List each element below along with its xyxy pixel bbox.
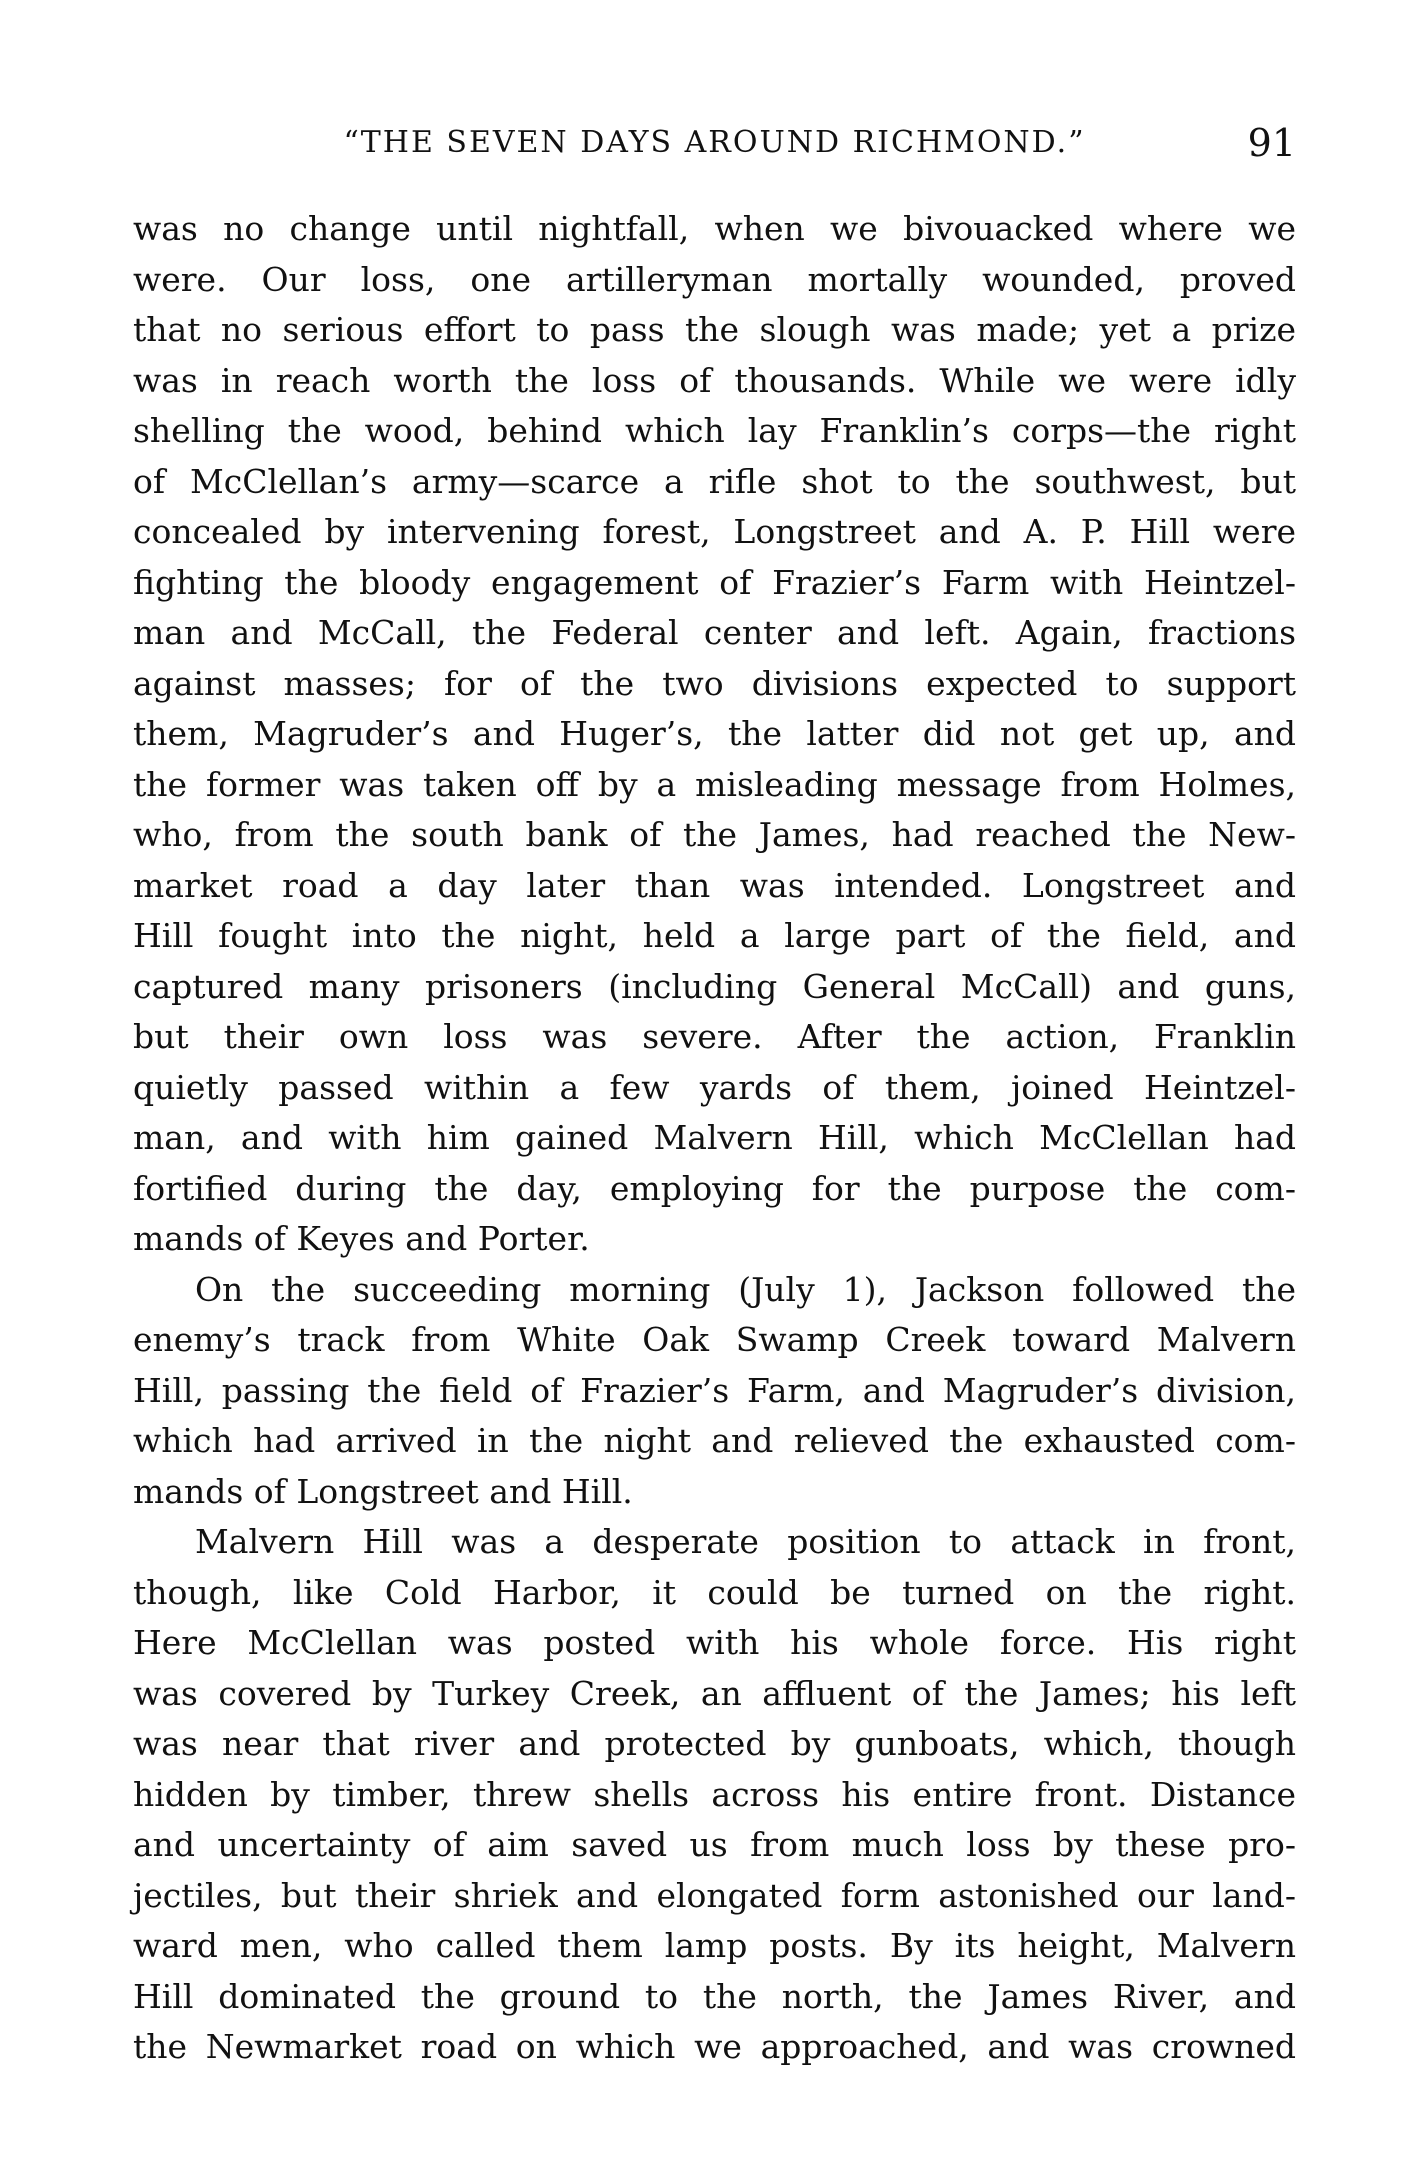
text-line: Hill, passing the field of Frazier’s Farm, and Magruder’s division, [133, 1370, 1296, 1410]
text-line: that no serious effort to pass the slough was made; yet a prize [133, 310, 1296, 349]
text-line: but their own loss was severe. After the action, Franklin [133, 1017, 1296, 1056]
text-line: mands of Keyes and Porter. [133, 1219, 590, 1258]
text-line: of McClellan’s army—scarce a rifle shot to the southwest, but [133, 461, 1296, 501]
text-line: market road a day later than was intended. Longstreet and [133, 865, 1296, 905]
paragraph [133, 204, 1296, 1265]
text-line: ward men, who called them lamp posts. By its height, Malvern [133, 1926, 1296, 1965]
text-line: were. Our loss, one artilleryman mortally wounded, proved [133, 259, 1296, 299]
page-number: 91 [1247, 121, 1296, 165]
text-line: was in reach worth the loss of thousands. While we were idly [133, 360, 1296, 400]
text-line: mands of Longstreet and Hill. [133, 1471, 633, 1511]
text-line: though, like Cold Harbor, it could be turned on the right. [133, 1572, 1296, 1612]
text-line: which had arrived in the night and relieved the exhausted com- [133, 1421, 1296, 1460]
text-line: was near that river and protected by gunboats, which, though [133, 1724, 1296, 1763]
text-line: the Newmarket road on which we approached, and was crowned [133, 2027, 1296, 2066]
text-line: enemy’s track from White Oak Swamp Creek toward Malvern [133, 1320, 1296, 1359]
text-line: them, Magruder’s and Huger’s, the latter did not get up, and [133, 714, 1296, 753]
text-line: the former was taken off by a misleading message from Holmes, [133, 764, 1296, 804]
text-line: fighting the bloody engagement of Frazier’s Farm with Heintzel- [133, 562, 1296, 602]
text-line: and uncertainty of aim saved us from much loss by these pro- [133, 1825, 1296, 1864]
body-text [133, 204, 1296, 2073]
text-line: jectiles, but their shriek and elongated form astonished our land- [133, 1875, 1296, 1915]
text-line: man and McCall, the Federal center and left. Again, fractions [133, 613, 1296, 652]
running-head [133, 118, 1296, 168]
text-line: Hill dominated the ground to the north, the James River, and [133, 1976, 1296, 2016]
text-line: quietly passed within a few yards of them, joined Heintzel- [133, 1067, 1296, 1107]
text-line: fortified during the day, employing for the purpose the com- [133, 1168, 1296, 1208]
text-line: Malvern Hill was a desperate position to attack in front, [195, 1522, 1296, 1561]
text-line: man, and with him gained Malvern Hill, which McClellan had [133, 1118, 1296, 1157]
text-line: captured many prisoners (including General McCall) and guns, [133, 966, 1296, 1006]
text-line: was no change until nightfall, when we bivouacked where we [133, 209, 1296, 248]
text-line: On the succeeding morning (July 1), Jackson followed the [195, 1269, 1296, 1309]
text-line: concealed by intervening forest, Longstreet and A. P. Hill were [133, 512, 1296, 551]
text-line: who, from the south bank of the James, had reached the New- [133, 815, 1296, 854]
text-line: Here McClellan was posted with his whole force. His right [133, 1623, 1296, 1662]
paragraph [133, 1517, 1296, 2073]
text-line: Hill fought into the night, held a large part of the field, and [133, 916, 1296, 955]
text-line: shelling the wood, behind which lay Franklin’s corps—the right [133, 411, 1296, 450]
paragraph [133, 1265, 1296, 1518]
running-title: “THE SEVEN DAYS AROUND RICHMOND.” [343, 125, 1086, 160]
text-line: hidden by timber, threw shells across his entire front. Distance [133, 1774, 1296, 1814]
text-line: against masses; for of the two divisions expected to support [133, 663, 1296, 703]
text-line: was covered by Turkey Creek, an affluent of the James; his left [133, 1673, 1296, 1713]
